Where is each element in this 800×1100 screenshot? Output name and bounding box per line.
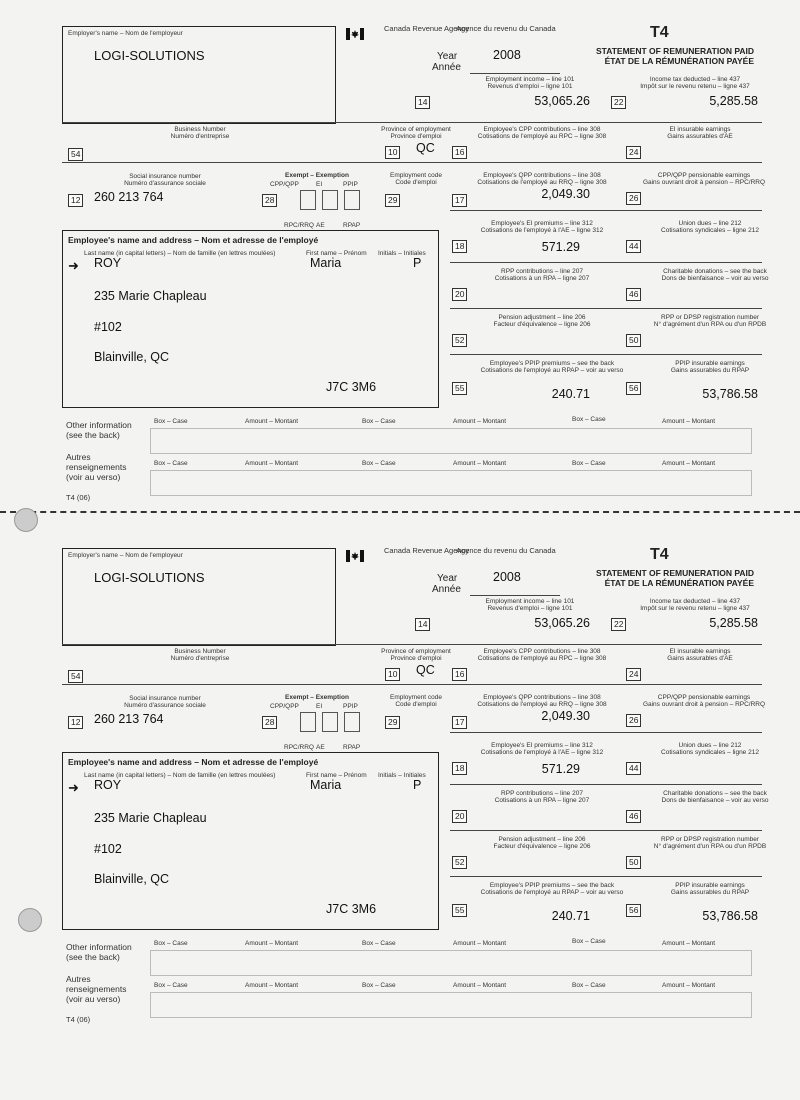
sin-label: Social insurance number Numéro d'assurance sociale: [124, 695, 206, 709]
box-case-label: Box – Case: [572, 982, 606, 989]
ei-premiums-value[interactable]: 571.29: [541, 762, 580, 776]
ppip-earnings-value[interactable]: 53,786.58: [702, 909, 758, 923]
box-24-number: 24: [626, 668, 641, 681]
rpap-label: RPAP: [343, 744, 361, 751]
ppip-exempt-label: PPIP: [343, 703, 358, 710]
ppip-earnings-label: PPIP insurable earnings Gains assurables du RPAP: [670, 882, 750, 896]
employment-income-value[interactable]: 53,065.26: [534, 94, 590, 108]
rpp-contrib-label: RPP contributions – line 207 Cotisations à un RPA – ligne 207: [494, 268, 590, 282]
ppip-exempt-label: PPIP: [343, 181, 358, 188]
address-line-3[interactable]: Blainville, QC: [94, 872, 170, 886]
employer-box: [62, 26, 336, 124]
agency-fr: Agence du revenu du Canada: [456, 24, 556, 33]
postal-code[interactable]: J7C 3M6: [326, 902, 377, 916]
statement-fr: ÉTAT DE LA RÉMUNÉRATION PAYÉE: [604, 578, 754, 588]
address-line-3[interactable]: Blainville, QC: [94, 350, 170, 364]
box-case-label: Box – Case: [362, 418, 396, 425]
ei-exempt-checkbox[interactable]: [322, 190, 338, 210]
cpp-exempt-checkbox[interactable]: [300, 190, 316, 210]
charitable-label: Charitable donations – see the back Dons de bienfaisance – voir au verso: [661, 790, 769, 804]
amount-label: Amount – Montant: [245, 418, 299, 425]
employment-income-value[interactable]: 53,065.26: [534, 616, 590, 630]
box-56-number: 56: [626, 382, 641, 395]
ei-premiums-value[interactable]: 571.29: [541, 240, 580, 254]
box-44-number: 44: [626, 762, 641, 775]
year-value[interactable]: 2008: [493, 48, 521, 62]
rpp-reg-label: RPP or DPSP registration number N° d'agrément d'un RPA ou d'un RPDB: [653, 836, 767, 850]
autres-label: Autres renseignements (voir au verso): [66, 974, 127, 1004]
amount-label: Amount – Montant: [245, 940, 299, 947]
ei-premiums-label: Employee's EI premiums – line 312 Cotisations de l'employé à l'AE – ligne 312: [480, 742, 604, 756]
province-label: Province of employment Province d'emploi: [381, 648, 451, 662]
box-26-number: 26: [626, 192, 641, 205]
emp-income-label: Employment income – line 101 Revenus d'emploi – ligne 101: [485, 598, 575, 612]
ei-exempt-label: EI: [316, 703, 323, 710]
box-case-label: Box – Case: [572, 938, 606, 945]
income-tax-value[interactable]: 5,285.58: [709, 616, 758, 630]
last-name-value[interactable]: ROY: [94, 256, 122, 270]
ae-label: AE: [316, 222, 325, 229]
ei-earnings-label: EI insurable earnings Gains assurables d'AE: [667, 126, 733, 140]
province-label: Province of employment Province d'emploi: [381, 126, 451, 140]
qpp-contrib-label: Employee's QPP contributions – line 308 Cotisations de l'employé au RRQ – ligne 308: [477, 172, 607, 186]
box-29-number: 29: [385, 716, 400, 729]
agency-en: Canada Revenue Agency: [384, 24, 470, 33]
sin-value[interactable]: 260 213 764: [94, 712, 164, 726]
initials-label: Initials – Initiales: [378, 250, 426, 257]
address-line-1[interactable]: 235 Marie Chapleau: [94, 811, 207, 825]
other-info-row-1[interactable]: [150, 428, 752, 454]
amount-label: Amount – Montant: [453, 418, 507, 425]
sin-label: Social insurance number Numéro d'assurance sociale: [124, 173, 206, 187]
qpp-contrib-label: Employee's QPP contributions – line 308 Cotisations de l'employé au RRQ – ligne 308: [477, 694, 607, 708]
exempt-label: Exempt – Exemption: [285, 172, 349, 179]
box-12-number: 12: [68, 716, 83, 729]
ppip-earnings-label: PPIP insurable earnings Gains assurables du RPAP: [670, 360, 750, 374]
box-55-number: 55: [452, 382, 467, 395]
employer-name-label: Employer's name – Nom de l'employeur: [68, 552, 183, 559]
ae-label: AE: [316, 744, 325, 751]
box-case-label: Box – Case: [572, 416, 606, 423]
statement-en: STATEMENT OF REMUNERATION PAID: [595, 568, 754, 578]
box-18-number: 18: [452, 240, 467, 253]
employer-box: [62, 548, 336, 646]
ppip-premiums-value[interactable]: 240.71: [551, 387, 590, 401]
emp-code-label: Employment code Code d'emploi: [389, 694, 443, 708]
box-case-label: Box – Case: [362, 982, 396, 989]
box-case-label: Box – Case: [362, 460, 396, 467]
box-50-number: 50: [626, 856, 641, 869]
box-10-number: 10: [385, 146, 400, 159]
box-26-number: 26: [626, 714, 641, 727]
box-46-number: 46: [626, 810, 641, 823]
agency-en: Canada Revenue Agency: [384, 546, 470, 555]
address-line-2[interactable]: #102: [94, 842, 122, 856]
cpp-contrib-label: Employee's CPP contributions – line 308 Cotisations de l'employé au RPC – ligne 308: [477, 126, 607, 140]
last-name-label: Last name (in capital letters) – Nom de famille (en lettres moulées): [84, 250, 276, 257]
province-value[interactable]: QC: [416, 141, 435, 155]
amount-label: Amount – Montant: [245, 460, 299, 467]
box-18-number: 18: [452, 762, 467, 775]
autres-label: Autres renseignements (voir au verso): [66, 452, 127, 482]
business-number-label: Business Number Numéro d'entreprise: [170, 126, 230, 140]
box-10-number: 10: [385, 668, 400, 681]
income-tax-value[interactable]: 5,285.58: [709, 94, 758, 108]
box-17-number: 17: [452, 716, 467, 729]
employee-name-addr-label: Employee's name and address – Nom et adresse de l'employé: [68, 235, 319, 245]
box-24-number: 24: [626, 146, 641, 159]
box-case-label: Box – Case: [154, 940, 188, 947]
cpp-qpp-label: CPP/QPP: [270, 703, 299, 710]
amount-label: Amount – Montant: [245, 982, 299, 989]
other-info-row-1[interactable]: [150, 950, 752, 976]
box-case-label: Box – Case: [154, 982, 188, 989]
box-54-number: 54: [68, 148, 83, 161]
box-12-number: 12: [68, 194, 83, 207]
amount-label: Amount – Montant: [662, 460, 716, 467]
address-line-1[interactable]: 235 Marie Chapleau: [94, 289, 207, 303]
other-info-row-2[interactable]: [150, 992, 752, 1018]
qpp-value[interactable]: 2,049.30: [541, 187, 590, 201]
box-50-number: 50: [626, 334, 641, 347]
box-29-number: 29: [385, 194, 400, 207]
other-info-label: Other information (see the back): [66, 942, 132, 962]
t4-slip: [0, 522, 800, 1032]
amount-label: Amount – Montant: [453, 460, 507, 467]
address-line-2[interactable]: #102: [94, 320, 122, 334]
emp-income-label: Employment income – line 101 Revenus d'emploi – ligne 101: [485, 76, 575, 90]
rpp-reg-label: RPP or DPSP registration number N° d'agrément d'un RPA ou d'un RPDB: [653, 314, 767, 328]
ppip-premiums-label: Employee's PPIP premiums – see the back Cotisations de l'employé au RPAP – voir au verso: [480, 882, 624, 896]
first-name-label: First name – Prénom: [306, 250, 367, 257]
cpp-exempt-checkbox[interactable]: [300, 712, 316, 732]
rpap-label: RPAP: [343, 222, 361, 229]
cpp-contrib-label: Employee's CPP contributions – line 308 Cotisations de l'employé au RPC – ligne 308: [477, 648, 607, 662]
form-code: T4 (06): [66, 1015, 91, 1024]
agency-fr: Agence du revenu du Canada: [456, 546, 556, 555]
cpp-earnings-label: CPP/QPP pensionable earnings Gains ouvrant droit à pension – RPC/RRQ: [642, 172, 766, 186]
exempt-label: Exempt – Exemption: [285, 694, 349, 701]
employee-name-addr-label: Employee's name and address – Nom et adresse de l'employé: [68, 757, 319, 767]
union-dues-label: Union dues – line 212 Cotisations syndicales – ligne 212: [661, 742, 759, 756]
tax-deducted-label: Income tax deducted – line 437 Impôt sur le revenu retenu – ligne 437: [640, 76, 750, 90]
box-case-label: Box – Case: [154, 418, 188, 425]
statement-en: STATEMENT OF REMUNERATION PAID: [595, 46, 754, 56]
ppip-premiums-value[interactable]: 240.71: [551, 909, 590, 923]
box-56-number: 56: [626, 904, 641, 917]
initials-label: Initials – Initiales: [378, 772, 426, 779]
employer-name[interactable]: LOGI-SOLUTIONS: [94, 48, 205, 63]
first-name-label: First name – Prénom: [306, 772, 367, 779]
box-44-number: 44: [626, 240, 641, 253]
rpp-contrib-label: RPP contributions – line 207 Cotisations à un RPA – ligne 207: [494, 790, 590, 804]
amount-label: Amount – Montant: [453, 940, 507, 947]
annee-label: Année: [432, 62, 461, 73]
box-20-number: 20: [452, 810, 467, 823]
rpc-rrq-label: RPC/RRQ: [284, 744, 314, 751]
box-52-number: 52: [452, 334, 467, 347]
ppip-premiums-label: Employee's PPIP premiums – see the back Cotisations de l'employé au RPAP – voir au verso: [480, 360, 624, 374]
box-14-number: 14: [415, 96, 430, 109]
arrow-right-icon: ➜: [68, 258, 79, 273]
year-label: Year: [437, 573, 458, 584]
last-name-value[interactable]: ROY: [94, 778, 122, 792]
box-case-label: Box – Case: [154, 460, 188, 467]
employer-name-label: Employer's name – Nom de l'employeur: [68, 30, 183, 37]
pension-adj-label: Pension adjustment – line 206 Facteur d'équivalence – ligne 206: [493, 836, 591, 850]
employer-name[interactable]: LOGI-SOLUTIONS: [94, 570, 205, 585]
annee-label: Année: [432, 584, 461, 595]
ei-premiums-label: Employee's EI premiums – line 312 Cotisations de l'employé à l'AE – ligne 312: [480, 220, 604, 234]
union-dues-label: Union dues – line 212 Cotisations syndicales – ligne 212: [661, 220, 759, 234]
amount-label: Amount – Montant: [453, 982, 507, 989]
ei-earnings-label: EI insurable earnings Gains assurables d'AE: [667, 648, 733, 662]
box-case-label: Box – Case: [362, 940, 396, 947]
box-22-number: 22: [611, 618, 626, 631]
box-52-number: 52: [452, 856, 467, 869]
box-16-number: 16: [452, 668, 467, 681]
charitable-label: Charitable donations – see the back Dons de bienfaisance – voir au verso: [661, 268, 769, 282]
statement-fr: ÉTAT DE LA RÉMUNÉRATION PAYÉE: [604, 56, 754, 66]
form-title: T4: [650, 546, 669, 563]
form-code: T4 (06): [66, 493, 91, 502]
ppip-earnings-value[interactable]: 53,786.58: [702, 387, 758, 401]
year-value[interactable]: 2008: [493, 570, 521, 584]
punch-hole-icon: [18, 908, 42, 932]
rpc-rrq-label: RPC/RRQ: [284, 222, 314, 229]
other-info-label: Other information (see the back): [66, 420, 132, 440]
box-22-number: 22: [611, 96, 626, 109]
box-16-number: 16: [452, 146, 467, 159]
tear-line: [0, 511, 800, 513]
box-54-number: 54: [68, 670, 83, 683]
box-20-number: 20: [452, 288, 467, 301]
postal-code[interactable]: J7C 3M6: [326, 380, 377, 394]
ei-exempt-label: EI: [316, 181, 323, 188]
box-28-number: 28: [262, 194, 277, 207]
amount-label: Amount – Montant: [662, 940, 716, 947]
initial-value[interactable]: P: [413, 256, 422, 270]
form-title: T4: [650, 24, 669, 41]
province-value[interactable]: QC: [416, 663, 435, 677]
qpp-value[interactable]: 2,049.30: [541, 709, 590, 723]
amount-label: Amount – Montant: [662, 982, 716, 989]
sin-value[interactable]: 260 213 764: [94, 190, 164, 204]
box-55-number: 55: [452, 904, 467, 917]
box-46-number: 46: [626, 288, 641, 301]
cpp-earnings-label: CPP/QPP pensionable earnings Gains ouvrant droit à pension – RPC/RRQ: [642, 694, 766, 708]
ppip-exempt-checkbox[interactable]: [344, 712, 360, 732]
cpp-qpp-label: CPP/QPP: [270, 181, 299, 188]
punch-hole-icon: [14, 508, 38, 532]
canada-flag-icon: [346, 28, 364, 40]
box-17-number: 17: [452, 194, 467, 207]
ppip-exempt-checkbox[interactable]: [344, 190, 360, 210]
emp-code-label: Employment code Code d'emploi: [389, 172, 443, 186]
ei-exempt-checkbox[interactable]: [322, 712, 338, 732]
amount-label: Amount – Montant: [662, 418, 716, 425]
tax-deducted-label: Income tax deducted – line 437 Impôt sur le revenu retenu – ligne 437: [640, 598, 750, 612]
first-name-value[interactable]: Maria: [310, 778, 342, 792]
box-case-label: Box – Case: [572, 460, 606, 467]
box-28-number: 28: [262, 716, 277, 729]
pension-adj-label: Pension adjustment – line 206 Facteur d'équivalence – ligne 206: [493, 314, 591, 328]
last-name-label: Last name (in capital letters) – Nom de famille (en lettres moulées): [84, 772, 276, 779]
first-name-value[interactable]: Maria: [310, 256, 342, 270]
t4-slip: [0, 0, 800, 510]
year-label: Year: [437, 51, 458, 62]
canada-flag-icon: [346, 550, 364, 562]
box-14-number: 14: [415, 618, 430, 631]
arrow-right-icon: ➜: [68, 780, 79, 795]
business-number-label: Business Number Numéro d'entreprise: [170, 648, 230, 662]
other-info-row-2[interactable]: [150, 470, 752, 496]
initial-value[interactable]: P: [413, 778, 422, 792]
